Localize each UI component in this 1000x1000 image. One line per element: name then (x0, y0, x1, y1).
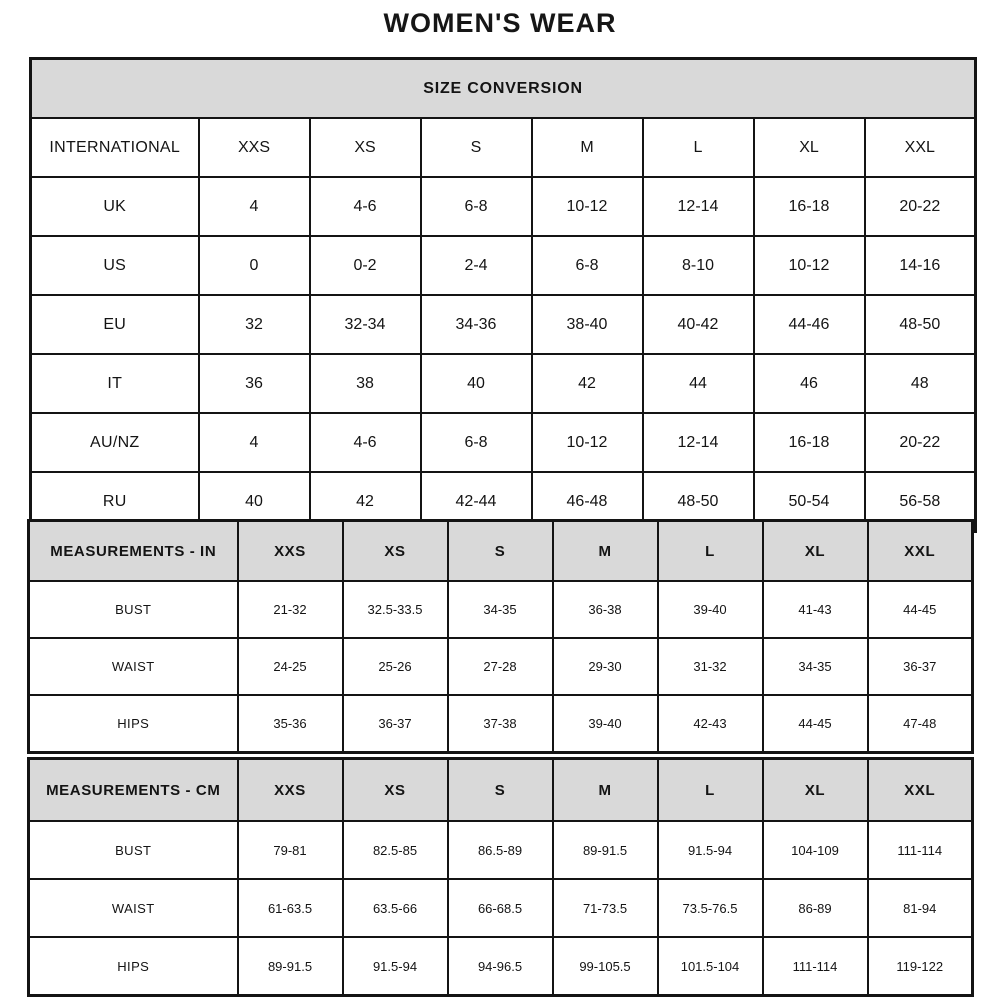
measurements-in-table (27, 519, 974, 754)
data-cell: 79-81 (238, 821, 343, 879)
table-row-uk (31, 177, 976, 236)
size-conversion-table (29, 57, 977, 533)
column-header-xxs: XXS (238, 521, 343, 582)
table-row-hips-cm (29, 937, 973, 996)
column-header-s: S (421, 118, 532, 177)
column-header-xxl: XXL (868, 521, 973, 582)
data-cell: 6-8 (421, 177, 532, 236)
row-label-us: US (31, 236, 199, 295)
row-label-hips: HIPS (29, 937, 238, 996)
column-header-xxs: XXS (199, 118, 310, 177)
data-cell: 36-37 (868, 638, 973, 695)
data-cell: 111-114 (868, 821, 973, 879)
page-title: WOMEN'S WEAR (383, 8, 617, 38)
data-cell: 27-28 (448, 638, 553, 695)
column-header-s: S (448, 759, 553, 822)
data-cell: 44-45 (763, 695, 868, 753)
data-cell: 20-22 (865, 177, 976, 236)
data-cell: 61-63.5 (238, 879, 343, 937)
size-conversion-title: SIZE CONVERSION (31, 59, 976, 119)
data-cell: 94-96.5 (448, 937, 553, 996)
data-cell: 38 (310, 354, 421, 413)
data-cell: 32.5-33.5 (343, 581, 448, 638)
data-cell: 24-25 (238, 638, 343, 695)
row-label-eu: EU (31, 295, 199, 354)
data-cell: 16-18 (754, 177, 865, 236)
data-cell: 47-48 (868, 695, 973, 753)
data-cell: 48-50 (865, 295, 976, 354)
size-conversion-banner-row (31, 59, 976, 119)
data-cell: 119-122 (868, 937, 973, 996)
column-header-m: M (532, 118, 643, 177)
data-cell: 44 (643, 354, 754, 413)
data-cell: 0 (199, 236, 310, 295)
table-row-bust-in (29, 581, 973, 638)
data-cell: 86.5-89 (448, 821, 553, 879)
column-header-m: M (553, 521, 658, 582)
row-label-uk: UK (31, 177, 199, 236)
data-cell: 48-50 (643, 472, 754, 532)
row-label-waist: WAIST (29, 879, 238, 937)
data-cell: 8-10 (643, 236, 754, 295)
table-row-waist-in (29, 638, 973, 695)
data-cell: 73.5-76.5 (658, 879, 763, 937)
data-cell: 0-2 (310, 236, 421, 295)
data-cell: 6-8 (421, 413, 532, 472)
data-cell: 101.5-104 (658, 937, 763, 996)
data-cell: 10-12 (754, 236, 865, 295)
data-cell: 63.5-66 (343, 879, 448, 937)
data-cell: 32 (199, 295, 310, 354)
data-cell: 99-105.5 (553, 937, 658, 996)
data-cell: 89-91.5 (553, 821, 658, 879)
data-cell: 42-44 (421, 472, 532, 532)
data-cell: 4-6 (310, 413, 421, 472)
data-cell: 36-37 (343, 695, 448, 753)
data-cell: 10-12 (532, 413, 643, 472)
data-cell: 56-58 (865, 472, 976, 532)
data-cell: 39-40 (553, 695, 658, 753)
data-cell: 46-48 (532, 472, 643, 532)
table-row-hips-in (29, 695, 973, 753)
column-header-s: S (448, 521, 553, 582)
measurements-cm-table (27, 757, 974, 997)
data-cell: 25-26 (343, 638, 448, 695)
measurements-cm-header-row (29, 759, 973, 822)
data-cell: 14-16 (865, 236, 976, 295)
row-label-aunz: AU/NZ (31, 413, 199, 472)
column-header-l: L (658, 759, 763, 822)
column-header-l: L (643, 118, 754, 177)
row-label-waist: WAIST (29, 638, 238, 695)
data-cell: 91.5-94 (658, 821, 763, 879)
column-header-xs: XS (343, 759, 448, 822)
data-cell: 91.5-94 (343, 937, 448, 996)
data-cell: 41-43 (763, 581, 868, 638)
data-cell: 4 (199, 177, 310, 236)
data-cell: 20-22 (865, 413, 976, 472)
data-cell: 104-109 (763, 821, 868, 879)
data-cell: 32-34 (310, 295, 421, 354)
row-label-hips: HIPS (29, 695, 238, 753)
data-cell: 46 (754, 354, 865, 413)
row-label-bust: BUST (29, 581, 238, 638)
data-cell: 40-42 (643, 295, 754, 354)
column-header-m: M (553, 759, 658, 822)
data-cell: 21-32 (238, 581, 343, 638)
column-header-xl: XL (763, 521, 868, 582)
column-header-xxl: XXL (865, 118, 976, 177)
data-cell: 36-38 (553, 581, 658, 638)
data-cell: 4 (199, 413, 310, 472)
data-cell: 29-30 (553, 638, 658, 695)
data-cell: 16-18 (754, 413, 865, 472)
row-label-it: IT (31, 354, 199, 413)
data-cell: 34-35 (763, 638, 868, 695)
row-label-bust: BUST (29, 821, 238, 879)
data-cell: 34-35 (448, 581, 553, 638)
data-cell: 2-4 (421, 236, 532, 295)
table-row-it (31, 354, 976, 413)
data-cell: 86-89 (763, 879, 868, 937)
data-cell: 36 (199, 354, 310, 413)
table-row-aunz (31, 413, 976, 472)
data-cell: 39-40 (658, 581, 763, 638)
column-header-xl: XL (763, 759, 868, 822)
data-cell: 42-43 (658, 695, 763, 753)
table-row-bust-cm (29, 821, 973, 879)
data-cell: 48 (865, 354, 976, 413)
row-label-ru: RU (31, 472, 199, 532)
data-cell: 34-36 (421, 295, 532, 354)
data-cell: 89-91.5 (238, 937, 343, 996)
column-header-l: L (658, 521, 763, 582)
data-cell: 6-8 (532, 236, 643, 295)
column-header-xs: XS (310, 118, 421, 177)
data-cell: 42 (310, 472, 421, 532)
data-cell: 40 (199, 472, 310, 532)
table-row-eu (31, 295, 976, 354)
data-cell: 44-45 (868, 581, 973, 638)
measurements-in-header-row (29, 521, 973, 582)
data-cell: 44-46 (754, 295, 865, 354)
column-header-xl: XL (754, 118, 865, 177)
data-cell: 4-6 (310, 177, 421, 236)
data-cell: 81-94 (868, 879, 973, 937)
data-cell: 12-14 (643, 177, 754, 236)
table-row-waist-cm (29, 879, 973, 937)
data-cell: 111-114 (763, 937, 868, 996)
data-cell: 10-12 (532, 177, 643, 236)
data-cell: 82.5-85 (343, 821, 448, 879)
data-cell: 66-68.5 (448, 879, 553, 937)
measurements-in-title: MEASUREMENTS - IN (29, 521, 238, 582)
data-cell: 37-38 (448, 695, 553, 753)
column-header-international: INTERNATIONAL (31, 118, 199, 177)
column-header-xs: XS (343, 521, 448, 582)
column-header-xxl: XXL (868, 759, 973, 822)
data-cell: 40 (421, 354, 532, 413)
data-cell: 71-73.5 (553, 879, 658, 937)
data-cell: 12-14 (643, 413, 754, 472)
measurements-cm-title: MEASUREMENTS - CM (29, 759, 238, 822)
data-cell: 35-36 (238, 695, 343, 753)
data-cell: 50-54 (754, 472, 865, 532)
data-cell: 38-40 (532, 295, 643, 354)
table-row-us (31, 236, 976, 295)
column-header-xxs: XXS (238, 759, 343, 822)
size-conversion-columns-row (31, 118, 976, 177)
data-cell: 42 (532, 354, 643, 413)
data-cell: 31-32 (658, 638, 763, 695)
